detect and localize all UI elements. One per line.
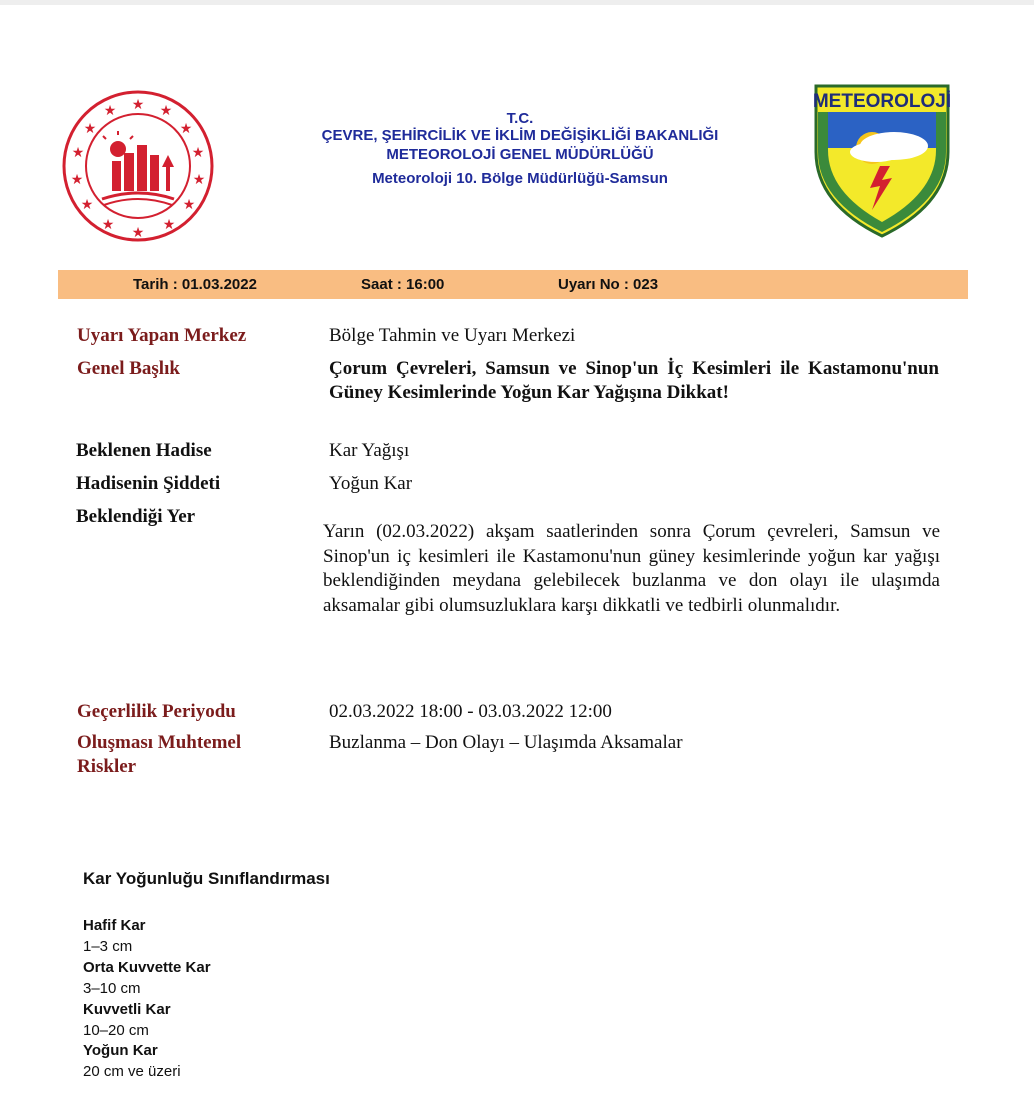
risks-label-line1: Oluşması Muhtemel [77,732,242,753]
snow-class-range: 1–3 cm [83,937,133,955]
meteorology-logo-text: METEOROLOJİ [812,91,952,112]
snow-class-name: Orta Kuvvette Kar [83,958,211,976]
title-label: Genel Başlık [77,358,180,379]
svg-text:★: ★ [70,172,84,188]
svg-text:★: ★ [131,225,145,241]
svg-text:★: ★ [71,145,85,161]
snow-class-name: Kuvvetli Kar [83,1000,171,1018]
risks-value: Buzlanma – Don Olayı – Ulaşımda Aksamalar [329,732,683,753]
svg-text:★: ★ [191,145,205,161]
snow-class-range: 10–20 cm [83,1021,149,1039]
place-label: Beklendiği Yer [76,506,196,527]
svg-text:★: ★ [101,217,115,233]
event-value: Kar Yağışı [329,440,410,461]
snow-class-name: Yoğun Kar [83,1042,158,1060]
svg-text:★: ★ [131,97,145,113]
svg-text:★: ★ [162,217,176,233]
warning-time: Saat : 16:00 [361,276,445,293]
risks-label-line2: Riskler [77,756,137,777]
ministry-emblem-logo [62,87,214,245]
svg-text:★: ★ [179,121,193,137]
snow-class-name: Hafif Kar [83,917,146,934]
svg-text:★: ★ [159,103,173,119]
snow-classification-list [83,916,211,1083]
svg-text:★: ★ [103,103,117,119]
meteorology-shield-logo [812,82,952,240]
svg-text:★: ★ [192,172,206,188]
period-value: 02.03.2022 18:00 - 03.03.2022 12:00 [329,701,612,722]
snow-class-range: 20 cm ve üzeri [83,1063,181,1081]
warning-date: Tarih : 01.03.2022 [133,276,257,293]
header-region: Meteoroloji 10. Bölge Müdürlüğü-Samsun [372,170,668,187]
place-value: Yarın (02.03.2022) akşam saatlerinden sonra Çorum çevreleri, Samsun ve Sinop'un iç kesimleri ile Kastamonu'nun güney kesimlerinde yoğun kar yağışı beklendiğinden meydana gelebilecek buzlanma ve don olayı ile ulaşımda aksamalar gibi olumsuzluklara karşı dikkatli ve tedbirli olunmalıdır. [323,521,940,616]
header-ministry: ÇEVRE, ŞEHİRCİLİK VE İKLİM DEĞİŞİKLİĞİ BAKANLIĞI [321,127,719,144]
event-label: Beklenen Hadise [76,440,212,461]
severity-value: Yoğun Kar [329,473,413,494]
snow-classification-title: Kar Yoğunluğu Sınıflandırması [83,869,330,888]
title-value: Çorum Çevreleri, Samsun ve Sinop'un İç Kesimleri ile Kastamonu'nun Güney Kesimlerinde Yoğun Kar Yağışına Dikkat! [329,358,939,403]
center-value: Bölge Tahmin ve Uyarı Merkezi [329,325,576,346]
severity-label: Hadisenin Şiddeti [76,473,221,494]
svg-text:★: ★ [83,121,97,137]
header-tc: T.C. [506,110,534,127]
risks-label [77,731,241,779]
svg-text:★: ★ [80,197,94,213]
center-label: Uyarı Yapan Merkez [77,325,247,346]
period-label: Geçerlilik Periyodu [77,701,236,722]
header-general-directorate: METEOROLOJİ GENEL MÜDÜRLÜĞÜ [386,146,654,163]
warning-number: Uyarı No : 023 [558,276,659,293]
snow-class-range: 3–10 cm [83,979,141,997]
top-edge [0,0,1034,5]
svg-text:★: ★ [182,197,196,213]
